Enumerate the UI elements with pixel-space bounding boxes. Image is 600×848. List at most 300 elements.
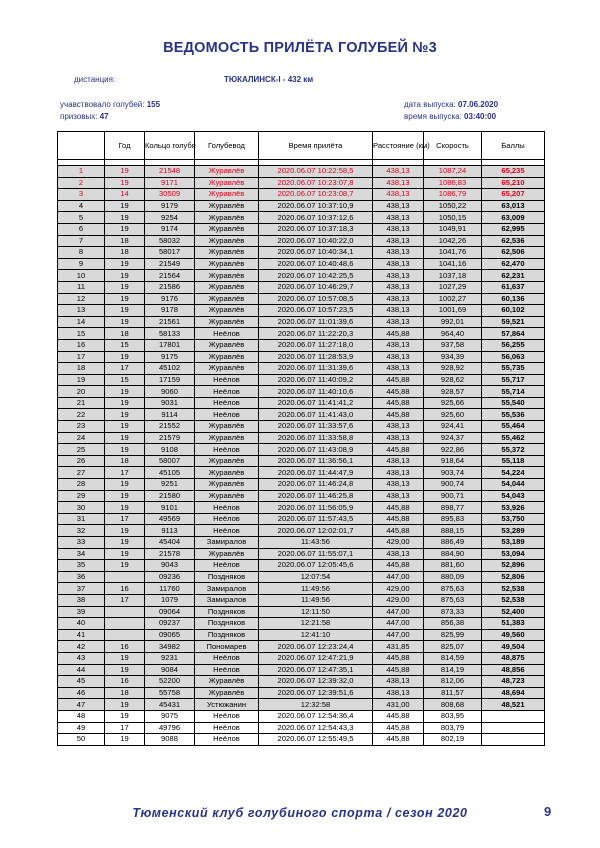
results-table bbox=[57, 131, 545, 746]
cell-breeder: Журавлёв bbox=[195, 189, 259, 201]
cell-speed: 814,59 bbox=[424, 652, 482, 664]
cell-speed: 856,38 bbox=[424, 618, 482, 630]
table-row bbox=[58, 502, 545, 514]
col-header-place bbox=[58, 132, 105, 160]
cell-distance: 438,13 bbox=[373, 177, 424, 189]
cell-breeder: Журавлёв bbox=[195, 363, 259, 375]
cell-distance: 438,13 bbox=[373, 479, 424, 491]
cell-distance: 438,13 bbox=[373, 189, 424, 201]
cell-breeder: Неёлов bbox=[195, 710, 259, 722]
footer-text: Тюменский клуб голубиного спорта / сезон 2020 bbox=[132, 806, 468, 820]
cell-place: 18 bbox=[58, 363, 105, 375]
cell-place: 32 bbox=[58, 525, 105, 537]
cell-distance: 438,13 bbox=[373, 270, 424, 282]
cell-arrival: 2020.06.07 11:40:10,6 bbox=[259, 386, 373, 398]
cell-arrival: 2020.06.07 11:36:56,1 bbox=[259, 455, 373, 467]
cell-arrival: 2020.06.07 11:46:25,8 bbox=[259, 490, 373, 502]
cell-arrival: 2020.06.07 10:57:08,5 bbox=[259, 293, 373, 305]
cell-place: 39 bbox=[58, 606, 105, 618]
cell-distance: 447,00 bbox=[373, 571, 424, 583]
cell-points: 55,540 bbox=[482, 397, 545, 409]
cell-ring: 21548 bbox=[145, 166, 195, 178]
cell-year: 19 bbox=[105, 281, 145, 293]
table-row bbox=[58, 734, 545, 746]
cell-place: 49 bbox=[58, 722, 105, 734]
cell-place: 4 bbox=[58, 200, 105, 212]
cell-ring: 58007 bbox=[145, 455, 195, 467]
cell-ring: 9075 bbox=[145, 710, 195, 722]
cell-place: 35 bbox=[58, 560, 105, 572]
table-row bbox=[58, 571, 545, 583]
cell-place: 7 bbox=[58, 235, 105, 247]
cell-speed: 875,63 bbox=[424, 583, 482, 595]
cell-place: 12 bbox=[58, 293, 105, 305]
cell-year: 16 bbox=[105, 641, 145, 653]
cell-place: 36 bbox=[58, 571, 105, 583]
cell-breeder: Журавлёв bbox=[195, 351, 259, 363]
cell-breeder: Журавлёв bbox=[195, 281, 259, 293]
cell-ring: 09237 bbox=[145, 618, 195, 630]
cell-breeder: Неёлов bbox=[195, 409, 259, 421]
cell-year: 19 bbox=[105, 258, 145, 270]
cell-ring: 9178 bbox=[145, 305, 195, 317]
cell-speed: 884,90 bbox=[424, 548, 482, 560]
cell-speed: 1087,24 bbox=[424, 166, 482, 178]
cell-ring: 9114 bbox=[145, 409, 195, 421]
table-row bbox=[58, 397, 545, 409]
cell-year: 19 bbox=[105, 548, 145, 560]
cell-distance: 447,00 bbox=[373, 629, 424, 641]
cell-place: 8 bbox=[58, 247, 105, 259]
cell-distance: 445,88 bbox=[373, 722, 424, 734]
cell-distance: 438,13 bbox=[373, 200, 424, 212]
cell-distance: 431,85 bbox=[373, 641, 424, 653]
table-row bbox=[58, 421, 545, 433]
table-row bbox=[58, 537, 545, 549]
issue-date: дата выпуска: 07.06.2020 bbox=[404, 100, 499, 109]
cell-arrival: 2020.06.07 10:23:08,7 bbox=[259, 189, 373, 201]
cell-ring: 34982 bbox=[145, 641, 195, 653]
table-row bbox=[58, 293, 545, 305]
cell-year: 19 bbox=[105, 223, 145, 235]
cell-distance: 431,00 bbox=[373, 699, 424, 711]
cell-breeder: Журавлёв bbox=[195, 177, 259, 189]
cell-arrival: 2020.06.07 11:31:39,6 bbox=[259, 363, 373, 375]
cell-year: 19 bbox=[105, 710, 145, 722]
cell-arrival: 2020.06.07 12:23:24,4 bbox=[259, 641, 373, 653]
cell-distance: 445,88 bbox=[373, 710, 424, 722]
cell-speed: 898,77 bbox=[424, 502, 482, 514]
cell-place: 25 bbox=[58, 444, 105, 456]
cell-year bbox=[105, 618, 145, 630]
cell-place: 29 bbox=[58, 490, 105, 502]
table-row bbox=[58, 490, 545, 502]
cell-ring: 9171 bbox=[145, 177, 195, 189]
col-header-year: Год bbox=[105, 132, 145, 160]
cell-ring: 49569 bbox=[145, 513, 195, 525]
table-row bbox=[58, 641, 545, 653]
cell-breeder: Журавлёв bbox=[195, 293, 259, 305]
cell-year: 19 bbox=[105, 490, 145, 502]
cell-place: 33 bbox=[58, 537, 105, 549]
cell-speed: 802,19 bbox=[424, 734, 482, 746]
cell-breeder: Журавлёв bbox=[195, 479, 259, 491]
table-row bbox=[58, 479, 545, 491]
cell-arrival: 2020.06.07 11:41:41,2 bbox=[259, 397, 373, 409]
cell-points: 60,102 bbox=[482, 305, 545, 317]
cell-speed: 928,92 bbox=[424, 363, 482, 375]
table-row bbox=[58, 166, 545, 178]
cell-arrival: 2020.06.07 11:46:24,8 bbox=[259, 479, 373, 491]
cell-place: 40 bbox=[58, 618, 105, 630]
cell-points: 49,504 bbox=[482, 641, 545, 653]
cell-year bbox=[105, 606, 145, 618]
cell-points: 62,506 bbox=[482, 247, 545, 259]
cell-year: 19 bbox=[105, 351, 145, 363]
cell-ring: 1079 bbox=[145, 594, 195, 606]
cell-arrival: 2020.06.07 12:47:21,9 bbox=[259, 652, 373, 664]
cell-speed: 900,71 bbox=[424, 490, 482, 502]
cell-breeder: Журавлёв bbox=[195, 548, 259, 560]
cell-ring: 9043 bbox=[145, 560, 195, 572]
cell-points: 65,235 bbox=[482, 166, 545, 178]
cell-distance: 445,88 bbox=[373, 502, 424, 514]
cell-speed: 924,37 bbox=[424, 432, 482, 444]
col-header-ring: Кольцо голубя bbox=[145, 132, 195, 160]
participants-info: учавствовало голубей: 155 bbox=[60, 100, 161, 109]
cell-speed: 808,68 bbox=[424, 699, 482, 711]
cell-year: 17 bbox=[105, 594, 145, 606]
cell-ring: 30509 bbox=[145, 189, 195, 201]
cell-points: 55,536 bbox=[482, 409, 545, 421]
cell-arrival: 2020.06.07 12:39:51,6 bbox=[259, 687, 373, 699]
cell-breeder: Журавлёв bbox=[195, 316, 259, 328]
table-row bbox=[58, 618, 545, 630]
page-number: 9 bbox=[544, 804, 552, 819]
cell-ring: 9179 bbox=[145, 200, 195, 212]
cell-breeder: Журавлёв bbox=[195, 676, 259, 688]
cell-distance: 445,88 bbox=[373, 397, 424, 409]
cell-place: 10 bbox=[58, 270, 105, 282]
cell-points: 54,224 bbox=[482, 467, 545, 479]
cell-breeder: Журавлёв bbox=[195, 223, 259, 235]
table-row bbox=[58, 699, 545, 711]
cell-ring: 9084 bbox=[145, 664, 195, 676]
cell-breeder: Журавлёв bbox=[195, 258, 259, 270]
cell-year: 19 bbox=[105, 166, 145, 178]
cell-distance: 438,13 bbox=[373, 455, 424, 467]
cell-distance: 445,88 bbox=[373, 513, 424, 525]
cell-distance: 445,88 bbox=[373, 374, 424, 386]
cell-distance: 438,13 bbox=[373, 305, 424, 317]
table-row bbox=[58, 374, 545, 386]
table-row bbox=[58, 316, 545, 328]
cell-points: 56,063 bbox=[482, 351, 545, 363]
cell-distance: 438,13 bbox=[373, 166, 424, 178]
cell-place: 5 bbox=[58, 212, 105, 224]
cell-place: 42 bbox=[58, 641, 105, 653]
cell-place: 24 bbox=[58, 432, 105, 444]
cell-distance: 438,13 bbox=[373, 363, 424, 375]
cell-points: 55,372 bbox=[482, 444, 545, 456]
cell-points: 55,118 bbox=[482, 455, 545, 467]
cell-place: 19 bbox=[58, 374, 105, 386]
cell-place: 6 bbox=[58, 223, 105, 235]
cell-distance: 445,88 bbox=[373, 328, 424, 340]
table-row bbox=[58, 444, 545, 456]
cell-year: 19 bbox=[105, 177, 145, 189]
cell-ring: 9174 bbox=[145, 223, 195, 235]
cell-distance: 438,13 bbox=[373, 490, 424, 502]
cell-distance: 445,88 bbox=[373, 652, 424, 664]
cell-breeder: Неёлов bbox=[195, 513, 259, 525]
cell-ring: 9176 bbox=[145, 293, 195, 305]
cell-breeder: Журавлёв bbox=[195, 490, 259, 502]
cell-points: 62,231 bbox=[482, 270, 545, 282]
cell-year: 19 bbox=[105, 664, 145, 676]
table-row bbox=[58, 652, 545, 664]
cell-arrival: 11:49:56 bbox=[259, 583, 373, 595]
cell-points: 65,210 bbox=[482, 177, 545, 189]
table-row bbox=[58, 710, 545, 722]
table-row bbox=[58, 513, 545, 525]
cell-speed: 886,49 bbox=[424, 537, 482, 549]
table-row bbox=[58, 305, 545, 317]
cell-place: 23 bbox=[58, 421, 105, 433]
cell-speed: 903,74 bbox=[424, 467, 482, 479]
cell-year: 18 bbox=[105, 235, 145, 247]
cell-points: 55,464 bbox=[482, 421, 545, 433]
cell-place: 47 bbox=[58, 699, 105, 711]
cell-year: 19 bbox=[105, 409, 145, 421]
cell-year bbox=[105, 629, 145, 641]
table-row bbox=[58, 560, 545, 572]
table-row bbox=[58, 629, 545, 641]
cell-points: 48,521 bbox=[482, 699, 545, 711]
cell-distance: 438,13 bbox=[373, 351, 424, 363]
cell-speed: 1041,76 bbox=[424, 247, 482, 259]
cell-arrival: 2020.06.07 10:40:48,6 bbox=[259, 258, 373, 270]
cell-place: 41 bbox=[58, 629, 105, 641]
cell-arrival: 2020.06.07 10:40:34,1 bbox=[259, 247, 373, 259]
cell-speed: 875,63 bbox=[424, 594, 482, 606]
cell-breeder: Журавлёв bbox=[195, 455, 259, 467]
cell-ring: 17801 bbox=[145, 339, 195, 351]
cell-year: 19 bbox=[105, 734, 145, 746]
cell-ring: 58017 bbox=[145, 247, 195, 259]
cell-points: 59,521 bbox=[482, 316, 545, 328]
cell-ring: 21586 bbox=[145, 281, 195, 293]
cell-points: 48,856 bbox=[482, 664, 545, 676]
cell-breeder: Неёлов bbox=[195, 374, 259, 386]
cell-place: 11 bbox=[58, 281, 105, 293]
cell-year: 19 bbox=[105, 293, 145, 305]
cell-year: 19 bbox=[105, 200, 145, 212]
cell-breeder: Неёлов bbox=[195, 722, 259, 734]
cell-ring: 9060 bbox=[145, 386, 195, 398]
cell-breeder: Неёлов bbox=[195, 734, 259, 746]
cell-breeder: Поздняков bbox=[195, 618, 259, 630]
cell-breeder: Неёлов bbox=[195, 502, 259, 514]
cell-place: 43 bbox=[58, 652, 105, 664]
cell-breeder: Журавлёв bbox=[195, 432, 259, 444]
cell-year: 19 bbox=[105, 699, 145, 711]
cell-speed: 1086,79 bbox=[424, 189, 482, 201]
cell-speed: 881,60 bbox=[424, 560, 482, 572]
cell-breeder: Замиралов bbox=[195, 594, 259, 606]
cell-points: 65,207 bbox=[482, 189, 545, 201]
cell-arrival: 2020.06.07 10:40:22,0 bbox=[259, 235, 373, 247]
table-row bbox=[58, 606, 545, 618]
cell-arrival: 2020.06.07 11:57:43,5 bbox=[259, 513, 373, 525]
table-row bbox=[58, 258, 545, 270]
cell-year: 17 bbox=[105, 513, 145, 525]
cell-ring: 21578 bbox=[145, 548, 195, 560]
cell-year: 15 bbox=[105, 339, 145, 351]
cell-year: 19 bbox=[105, 397, 145, 409]
cell-points: 55,462 bbox=[482, 432, 545, 444]
cell-arrival: 2020.06.07 11:44:47,9 bbox=[259, 467, 373, 479]
cell-points: 51,383 bbox=[482, 618, 545, 630]
cell-breeder: Замиралов bbox=[195, 583, 259, 595]
cell-breeder: Неёлов bbox=[195, 664, 259, 676]
col-header-distance: Расстояние (км) bbox=[373, 132, 424, 160]
cell-distance: 438,13 bbox=[373, 548, 424, 560]
cell-breeder: Неёлов bbox=[195, 328, 259, 340]
cell-distance: 438,13 bbox=[373, 432, 424, 444]
issue-time: время выпуска: 03:40:00 bbox=[404, 112, 497, 121]
cell-points: 61,637 bbox=[482, 281, 545, 293]
cell-points: 62,536 bbox=[482, 235, 545, 247]
cell-breeder: Неёлов bbox=[195, 560, 259, 572]
cell-points: 55,735 bbox=[482, 363, 545, 375]
cell-speed: 1027,29 bbox=[424, 281, 482, 293]
cell-breeder: Журавлёв bbox=[195, 235, 259, 247]
table-row bbox=[58, 339, 545, 351]
cell-place: 1 bbox=[58, 166, 105, 178]
cell-arrival: 2020.06.07 11:33:58,8 bbox=[259, 432, 373, 444]
cell-distance: 429,00 bbox=[373, 537, 424, 549]
cell-speed: 937,58 bbox=[424, 339, 482, 351]
cell-ring: 58133 bbox=[145, 328, 195, 340]
cell-ring: 09064 bbox=[145, 606, 195, 618]
cell-speed: 1049,91 bbox=[424, 223, 482, 235]
cell-breeder: Журавлёв bbox=[195, 339, 259, 351]
cell-distance: 445,88 bbox=[373, 386, 424, 398]
cell-breeder: Журавлёв bbox=[195, 212, 259, 224]
cell-year: 16 bbox=[105, 583, 145, 595]
cell-place: 20 bbox=[58, 386, 105, 398]
cell-speed: 803,79 bbox=[424, 722, 482, 734]
cell-year: 18 bbox=[105, 328, 145, 340]
cell-arrival: 2020.06.07 12:05:45,6 bbox=[259, 560, 373, 572]
cell-place: 9 bbox=[58, 258, 105, 270]
cell-points: 48,723 bbox=[482, 676, 545, 688]
cell-arrival: 2020.06.07 12:54:43,3 bbox=[259, 722, 373, 734]
cell-year: 19 bbox=[105, 479, 145, 491]
cell-year: 19 bbox=[105, 560, 145, 572]
cell-distance: 445,88 bbox=[373, 664, 424, 676]
cell-speed: 925,60 bbox=[424, 409, 482, 421]
cell-ring: 21552 bbox=[145, 421, 195, 433]
cell-year: 19 bbox=[105, 316, 145, 328]
cell-ring: 45404 bbox=[145, 537, 195, 549]
table-row bbox=[58, 583, 545, 595]
table-row bbox=[58, 235, 545, 247]
table-row bbox=[58, 409, 545, 421]
cell-points: 52,538 bbox=[482, 583, 545, 595]
cell-breeder: Неёлов bbox=[195, 397, 259, 409]
cell-speed: 1042,26 bbox=[424, 235, 482, 247]
cell-place: 37 bbox=[58, 583, 105, 595]
cell-distance: 438,13 bbox=[373, 235, 424, 247]
cell-place: 31 bbox=[58, 513, 105, 525]
cell-points: 52,806 bbox=[482, 571, 545, 583]
cell-breeder: Журавлёв bbox=[195, 166, 259, 178]
table-row bbox=[58, 247, 545, 259]
cell-arrival: 2020.06.07 11:43:08,9 bbox=[259, 444, 373, 456]
table-row bbox=[58, 281, 545, 293]
cell-speed: 918,64 bbox=[424, 455, 482, 467]
cell-speed: 992,01 bbox=[424, 316, 482, 328]
cell-place: 13 bbox=[58, 305, 105, 317]
cell-speed: 922,86 bbox=[424, 444, 482, 456]
cell-arrival: 2020.06.07 11:56:05,9 bbox=[259, 502, 373, 514]
cell-ring: 45102 bbox=[145, 363, 195, 375]
cell-arrival: 2020.06.07 10:57:23,5 bbox=[259, 305, 373, 317]
table-row bbox=[58, 548, 545, 560]
cell-place: 17 bbox=[58, 351, 105, 363]
cell-year: 18 bbox=[105, 455, 145, 467]
cell-arrival: 11:49:56 bbox=[259, 594, 373, 606]
cell-breeder: Поздняков bbox=[195, 629, 259, 641]
cell-distance: 445,88 bbox=[373, 444, 424, 456]
cell-distance: 447,00 bbox=[373, 606, 424, 618]
cell-place: 50 bbox=[58, 734, 105, 746]
cell-arrival: 2020.06.07 11:27:18,0 bbox=[259, 339, 373, 351]
table-row bbox=[58, 432, 545, 444]
cell-points: 55,717 bbox=[482, 374, 545, 386]
cell-points: 55,714 bbox=[482, 386, 545, 398]
cell-ring: 52200 bbox=[145, 676, 195, 688]
cell-ring: 17159 bbox=[145, 374, 195, 386]
race-name: ТЮКАЛИНСК-I - 432 км bbox=[224, 75, 314, 84]
cell-points: 57,864 bbox=[482, 328, 545, 340]
cell-ring: 58032 bbox=[145, 235, 195, 247]
cell-points: 62,995 bbox=[482, 223, 545, 235]
cell-ring: 21580 bbox=[145, 490, 195, 502]
cell-speed: 1050,22 bbox=[424, 200, 482, 212]
distance-label: дистанция: bbox=[74, 75, 116, 84]
cell-year: 17 bbox=[105, 363, 145, 375]
cell-ring: 49796 bbox=[145, 722, 195, 734]
cell-speed: 825,99 bbox=[424, 629, 482, 641]
cell-breeder: Устюжанин bbox=[195, 699, 259, 711]
cell-points: 54,043 bbox=[482, 490, 545, 502]
cell-arrival: 2020.06.07 10:22:58,5 bbox=[259, 166, 373, 178]
cell-speed: 924,41 bbox=[424, 421, 482, 433]
cell-ring: 9231 bbox=[145, 652, 195, 664]
cell-place: 2 bbox=[58, 177, 105, 189]
cell-distance: 438,13 bbox=[373, 316, 424, 328]
cell-distance: 445,88 bbox=[373, 525, 424, 537]
cell-ring: 11760 bbox=[145, 583, 195, 595]
cell-place: 15 bbox=[58, 328, 105, 340]
cell-breeder: Неёлов bbox=[195, 386, 259, 398]
cell-arrival: 2020.06.07 11:28:53,9 bbox=[259, 351, 373, 363]
cell-place: 34 bbox=[58, 548, 105, 560]
cell-breeder: Журавлёв bbox=[195, 467, 259, 479]
